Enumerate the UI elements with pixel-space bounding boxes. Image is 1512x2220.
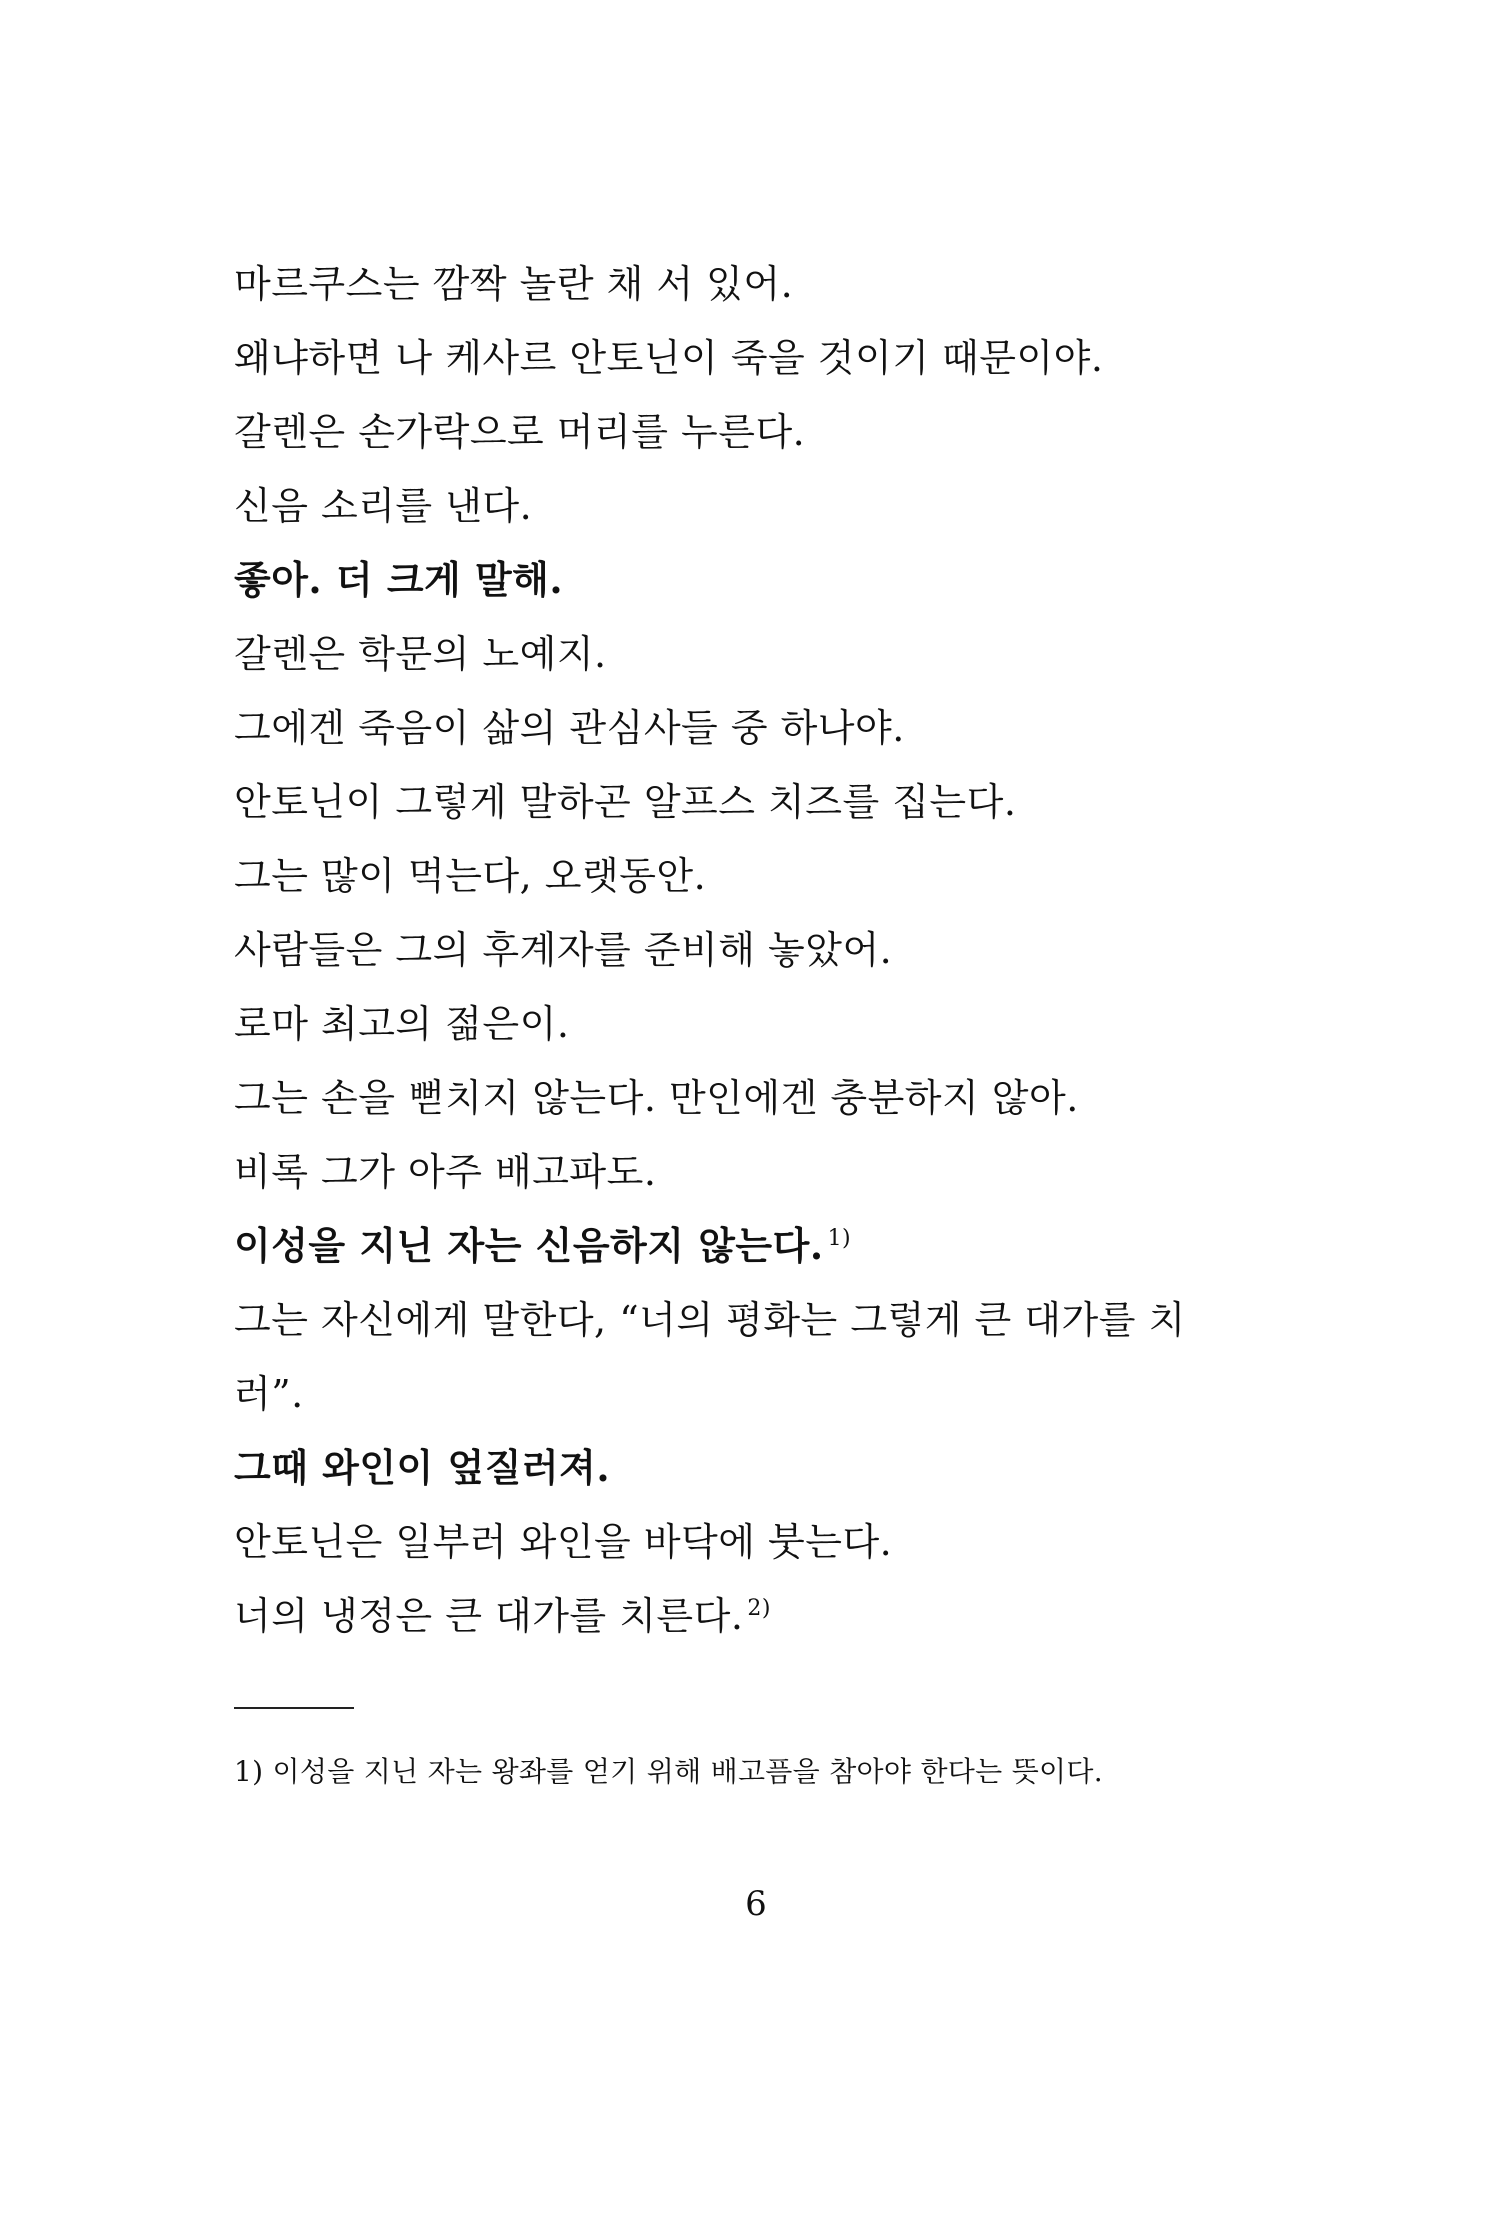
- text-line: 러”.: [234, 1372, 304, 1416]
- text-line: 갈렌은 학문의 노예지.: [234, 632, 607, 676]
- text-line: 그는 손을 뻗치지 않는다. 만인에겐 충분하지 않아.: [234, 1076, 1079, 1120]
- text-line: 비록 그가 아주 배고파도.: [234, 1150, 657, 1194]
- footnote-divider: [234, 1707, 354, 1709]
- page-number: 6: [745, 1884, 767, 1924]
- footnote: 1) 이성을 지닌 자는 왕좌를 얻기 위해 배고픔을 참아야 한다는 뜻이다.: [234, 1755, 1103, 1788]
- text-line: 안토닌이 그렇게 말하곤 알프스 치즈를 집는다.: [234, 780, 1017, 824]
- text-line: 사람들은 그의 후계자를 준비해 놓았어.: [234, 928, 893, 972]
- body-text: [234, 247, 1294, 1653]
- text-line: 그에겐 죽음이 삶의 관심사들 중 하나야.: [234, 706, 905, 750]
- text-line: 왜냐하면 나 케사르 안토닌이 죽을 것이기 때문이야.: [234, 336, 1104, 380]
- text-line-bold: 좋아. 더 크게 말해.: [234, 557, 564, 602]
- text-line: 너의 냉정은 큰 대가를 치른다. $^{2)}$: [234, 1594, 771, 1638]
- text-line: 그는 많이 먹는다, 오랫동안.: [234, 854, 707, 898]
- text-line: 그는 자신에게 말한다, “너의 평화는 그렇게 큰 대가를 치: [234, 1298, 1186, 1342]
- footnote-ref: 2): [747, 1596, 771, 1621]
- text-line-bold: 이성을 지닌 자는 신음하지 않는다. $^{1)}$: [234, 1223, 852, 1268]
- footnote-ref: 1): [827, 1226, 852, 1251]
- text-line: 갈렌은 손가락으로 머리를 누른다.: [234, 410, 806, 454]
- text-line: 로마 최고의 젊은이.: [234, 1002, 570, 1046]
- text-line: 안토닌은 일부러 와인을 바닥에 붓는다.: [234, 1520, 893, 1564]
- text-line: 신음 소리를 낸다.: [234, 484, 533, 528]
- text-line: 마르쿠스는 깜짝 놀란 채 서 있어.: [234, 262, 794, 306]
- text-line-bold: 그때 와인이 엎질러져.: [234, 1445, 611, 1490]
